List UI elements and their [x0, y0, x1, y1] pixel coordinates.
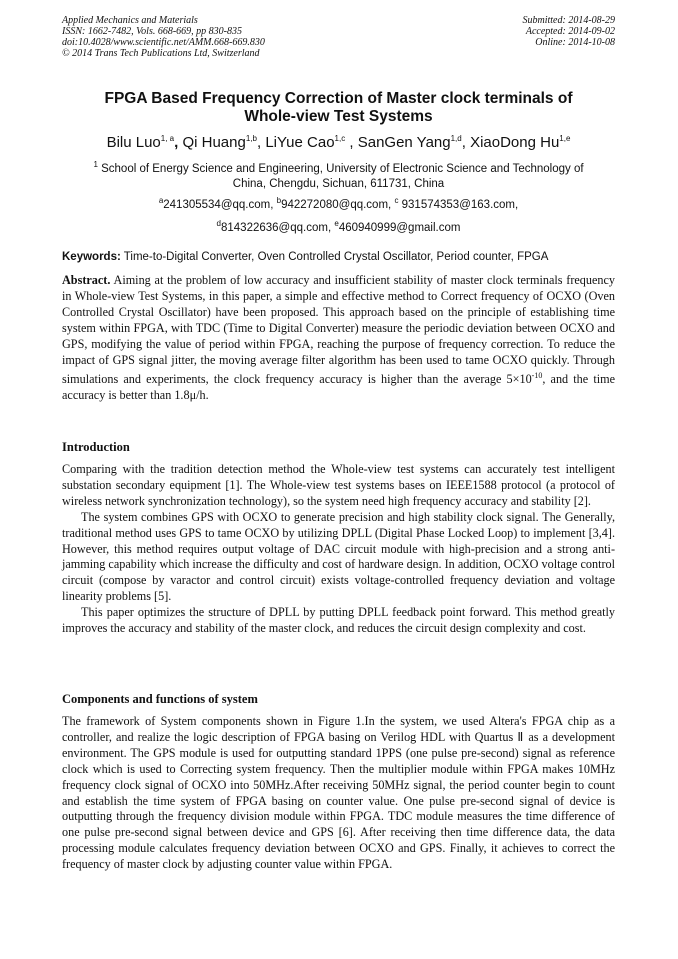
email-c: 931574353@163.com, [401, 198, 519, 211]
introduction-body [62, 462, 615, 637]
email-line-2 [62, 216, 615, 236]
email-mark: c [394, 196, 399, 205]
affiliation-mark: 1 [93, 160, 98, 169]
email-e: 460940999@gmail.com [338, 221, 461, 234]
email-mark: b [276, 196, 282, 205]
journal-name: Applied Mechanics and Materials [62, 15, 198, 26]
paper-title [62, 90, 615, 126]
accepted-date: Accepted: 2014-09-02 [525, 26, 615, 37]
abstract-text: Aiming at the problem of low accuracy and insufficient stability of master clock terminals frequency in Whole-view Test Systems, in this paper, a simple and effective method to Correct frequency of OCXO (Oven Controlled Crystal Oscillator) have been proposed. This approach based on the principle of establishing time system within FPGA, with TDC (Time to Digital Converter) measure the periodic deviation between OCXO and GPS, modifying the value of period within FPGA, reaching the purpose of frequency correction. To reduce the impact of GPS signal jitter, the moving average filter algorithm has been used to tame OCXO quickly. Through simulations and experiments, the clock frequency accuracy is higher than the average 5×10 [62, 273, 615, 387]
email-line-1 [62, 193, 615, 213]
paragraph: The framework of System components shown in Figure 1.In the system, we used Altera's FPGA chip as a controller, and realize the logic description of FPGA basing on Verilog HDL with Quartus Ⅱ as a development environment. The GPS module is used for outputting standard 1PPS (one pulse pre-second) signal as reference clock which is used to Correcting system frequency. Then the multiplier module within FPGA makes 10MHz frequency clock signal of OCXO into 50MHz.After receiving 50MHz signal, the period counter begin to count and establish the time system of FPGA basing on counter value. One pulse pre-second signal of device is outputting through the frequency division module within FPGA. TDC module measures the time difference of one pulse pre-second signal between device and GPS [6]. After receiving then time difference data, the data processing module calculates frequency deviation between OCXO and GPS. Finally, it achieves to correct the frequency of master clock by adjusting counter value within FPGA. [62, 714, 615, 872]
online-date: Online: 2014-10-08 [535, 37, 615, 48]
author-affiliation-mark: 1,d [450, 134, 462, 143]
author-name: Bilu Luo [106, 134, 161, 151]
affiliation-line-1: School of Energy Science and Engineering, University of Electronic Science and Technology of [101, 162, 584, 175]
author-affiliation-mark: 1, a [160, 134, 175, 143]
author-name: Qi Huang [182, 134, 246, 151]
submission-dates [395, 15, 615, 48]
author-name: LiYue Cao [265, 134, 335, 151]
affiliation-line-2: China, Chengdu, Sichuan, 611731, China [232, 177, 445, 190]
journal-copyright: © 2014 Trans Tech Publications Ltd, Switzerland [62, 48, 260, 59]
email-b: 942272080@qq.com, [281, 198, 392, 211]
keywords [62, 250, 615, 264]
section-heading-introduction: Introduction [62, 440, 130, 454]
paragraph: The system combines GPS with OCXO to generate precision and high stability clock signal. The Generally, traditional method uses GPS to tame OCXO by utilizing DPLL (Digital Phase Locked Loop) to implement [3,4]. However, this method requires output voltage of DAC circuit module with high-precision and a strong anti-jamming capability which increase the difficulty and cost of hardware design. In addition, OCXO voltage control circuit (compose by varactor and control circuit) exists voltage-controlled frequency deviation and voltage linearity problems [5]. [62, 509, 615, 604]
email-mark: a [158, 196, 164, 205]
author-name: SanGen Yang [357, 134, 451, 151]
email-d: 814322636@qq.com, [221, 221, 332, 234]
paper-title-line-2: Whole-view Test Systems [244, 108, 433, 125]
author-name: XiaoDong Hu [470, 134, 560, 151]
keywords-text: Time-to-Digital Converter, Oven Controlled Crystal Oscillator, Period counter, FPGA [123, 251, 549, 263]
paragraph: Comparing with the tradition detection method the Whole-view test systems can accurately test intelligent substation secondary equipment [1]. The Whole-view test systems bases on IEEE1588 protocol (a protocol of wireless network synchronization technology), so the system need high frequency accuracy and stability [2]. [62, 462, 615, 508]
abstract [62, 273, 615, 404]
journal-header [62, 15, 382, 59]
email-mark: e [334, 219, 339, 228]
email-a: 241305534@qq.com, [163, 198, 274, 211]
author-affiliation-mark: 1,e [559, 134, 571, 143]
paragraph: This paper optimizes the structure of DPLL by putting DPLL feedback point forward. This method greatly improves the accuracy and stability of the master clock, and reduces the circuit design complexity and cost. [62, 605, 615, 636]
abstract-text-end: , and the time accuracy is better than 1.8μ/h. [62, 372, 615, 403]
author-affiliation-mark: 1,c [334, 134, 346, 143]
author-list: Bilu Luo$^{1, a}$, Qi Huang$^{1,b}$, LiYue Cao$^{1,c}$ , SanGen Yang$^{1,d}$, XiaoDong Hu$^{1,e}$ [106, 134, 571, 151]
submitted-date: Submitted: 2014-08-29 [522, 15, 615, 26]
abstract-label: Abstract. [62, 273, 111, 287]
author-affiliation-mark: 1,b [245, 134, 257, 143]
components-body [62, 714, 615, 873]
journal-doi: doi:10.4028/www.scientific.net/AMM.668-669.830 [62, 37, 265, 48]
section-heading-components: Components and functions of system [62, 692, 258, 706]
affiliation [62, 157, 615, 192]
keywords-label: Keywords: [62, 251, 121, 263]
journal-issn: ISSN: 1662-7482, Vols. 668-669, pp 830-835 [62, 26, 242, 37]
paper-title-line-1: FPGA Based Frequency Correction of Master clock terminals of [104, 90, 573, 107]
email-mark: d [216, 219, 221, 228]
abstract-exponent: -10 [531, 371, 543, 381]
